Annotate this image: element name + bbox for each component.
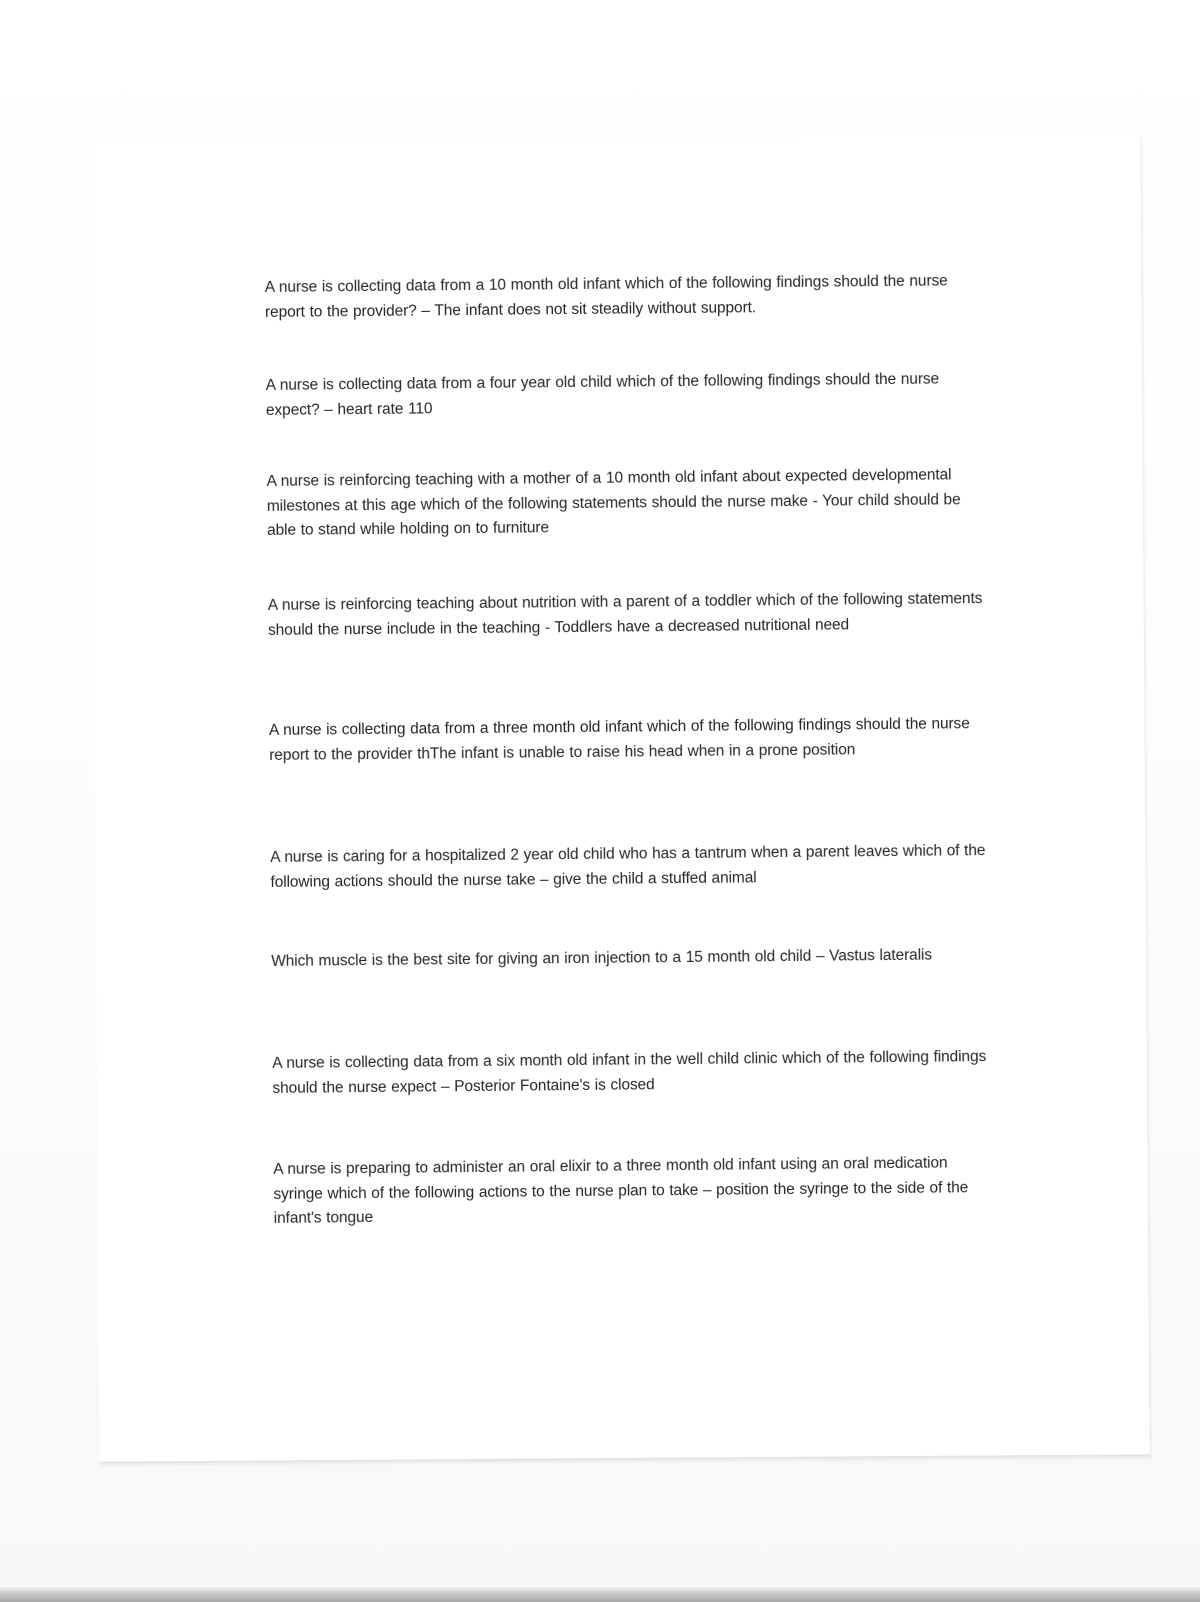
question-paragraph-4: A nurse is reinforcing teaching about nutrition with a parent of a toddler which of the following statements should the nurse include in the teaching - Toddlers have a decreased nutritional need (267, 590, 983, 639)
question-paragraph-7: Which muscle is the best site for giving an iron injection to a 15 month old child – Vastus lateralis (271, 946, 933, 970)
scanner-bottom-edge (0, 1587, 1200, 1602)
question-paragraph-9: A nurse is preparing to administer an oral elixir to a three month old infant using an oral medication syringe which of the following actions to the nurse plan to take – position the syringe to the side of the infant's tongue (273, 1154, 969, 1227)
question-paragraph-2: A nurse is collecting data from a four year old child which of the following findings should the nurse expect? – heart rate 110 (265, 370, 940, 419)
question-paragraph-5: A nurse is collecting data from a three month old infant which of the following findings should the nurse report to the provider thThe infant is unable to raise his head when in a prone position (268, 715, 970, 764)
document-body (262, 0, 997, 1602)
question-paragraph-3: A nurse is reinforcing teaching with a mother of a 10 month old infant about expected developmental milestones at this age which of the following statements should the nurse make - Your child should be able to stand while holding on to furniture (266, 466, 961, 539)
question-paragraph-1: A nurse is collecting data from a 10 month old infant which of the following findings should the nurse report to the provider? – The infant does not sit steadily without support. (264, 272, 948, 321)
question-paragraph-6: A nurse is caring for a hospitalized 2 year old child who has a tantrum when a parent leaves which of the following actions should the nurse take – give the child a stuffed animal (270, 842, 986, 891)
question-paragraph-8: A nurse is collecting data from a six month old infant in the well child clinic which of the following findings should the nurse expect – Posterior Fontaine's is closed (272, 1048, 987, 1097)
